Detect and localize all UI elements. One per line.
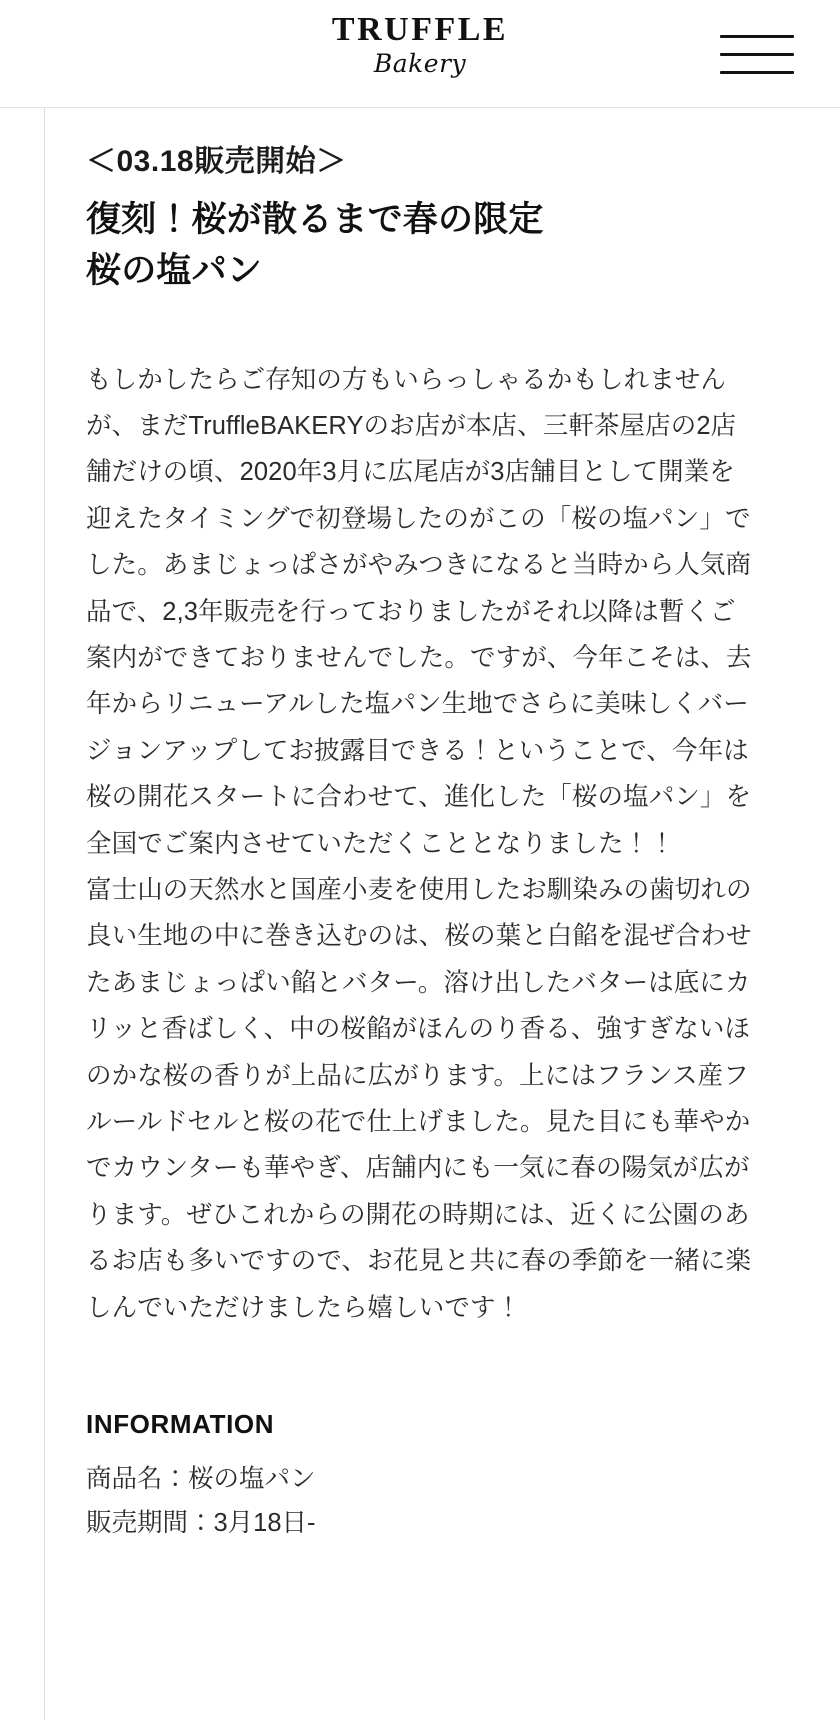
hamburger-bar-3 (720, 71, 794, 74)
information-heading: INFORMATION (86, 1409, 275, 1440)
brand-name-secondary: Bakery (373, 48, 467, 78)
information-section (86, 1409, 760, 1546)
site-header (0, 0, 840, 108)
headline-line-1: 復刻！桜が散るまで春の限定 (86, 200, 544, 239)
hamburger-bar-2 (720, 53, 794, 56)
brand-name-primary: TRUFFLE (331, 11, 509, 48)
site-logo[interactable] (332, 12, 508, 77)
page-title (86, 195, 760, 297)
hamburger-bar-1 (720, 35, 794, 38)
left-vertical-divider (44, 108, 45, 1720)
headline-line-2: 桜の塩パン (86, 250, 263, 290)
information-line-product-name: 商品名：桜の塩パン (86, 1465, 316, 1494)
page-body (0, 108, 840, 1546)
article-paragraph-1: もしかしたらご存知の方もいらっしゃるかもしれませんが、まだTruffleBAKERYのお店が本店、三軒茶屋店の2店舗だけの頃、2020年3月に広尾店が3店舗目として開業を迎えたタイミングで初登場したのがこの「桜の塩パン」でした。あまじょっぱさがやみつきになると当時から人気商品で、2,3年販売を行っておりましたがそれ以降は暫くご案内ができておりませんでした。ですが、今年こそは、去年からリニューアルした塩パン生地でさらに美味しくバージョンアップしてお披露目できる！ということで、今年は桜の開花スタートに合わせて、進化した「桜の塩パン」を全国でご案内させていただくこととなりました！！ (86, 365, 752, 858)
article-eyebrow: ＜03.18販売開始＞ (86, 145, 347, 178)
hamburger-menu-icon[interactable] (720, 28, 794, 80)
article-body (86, 357, 760, 1332)
article (0, 108, 840, 1546)
information-line-sale-period: 販売期間：3月18日- (86, 1508, 316, 1537)
article-paragraph-2: 富士山の天然水と国産小麦を使用したお馴染みの歯切れの良い生地の中に巻き込むのは、桜の葉と白餡を混ぜ合わせたあまじょっぱい餡とバター。溶け出したバターは底にカリッと香ばしく、中の桜餡がほんのり香る、強すぎないほのかな桜の香りが上品に広がります。上にはフランス産フルールドセルと桜の花で仕上げました。見た目にも華やかでカウンターも華やぎ、店舗内にも一気に春の陽気が広がります。ぜひこれからの開花の時期には、近くに公園のあるお店も多いですので、お花見と共に春の季節を一緒に楽しんでいただけましたら嬉しいです！ (86, 875, 752, 1322)
